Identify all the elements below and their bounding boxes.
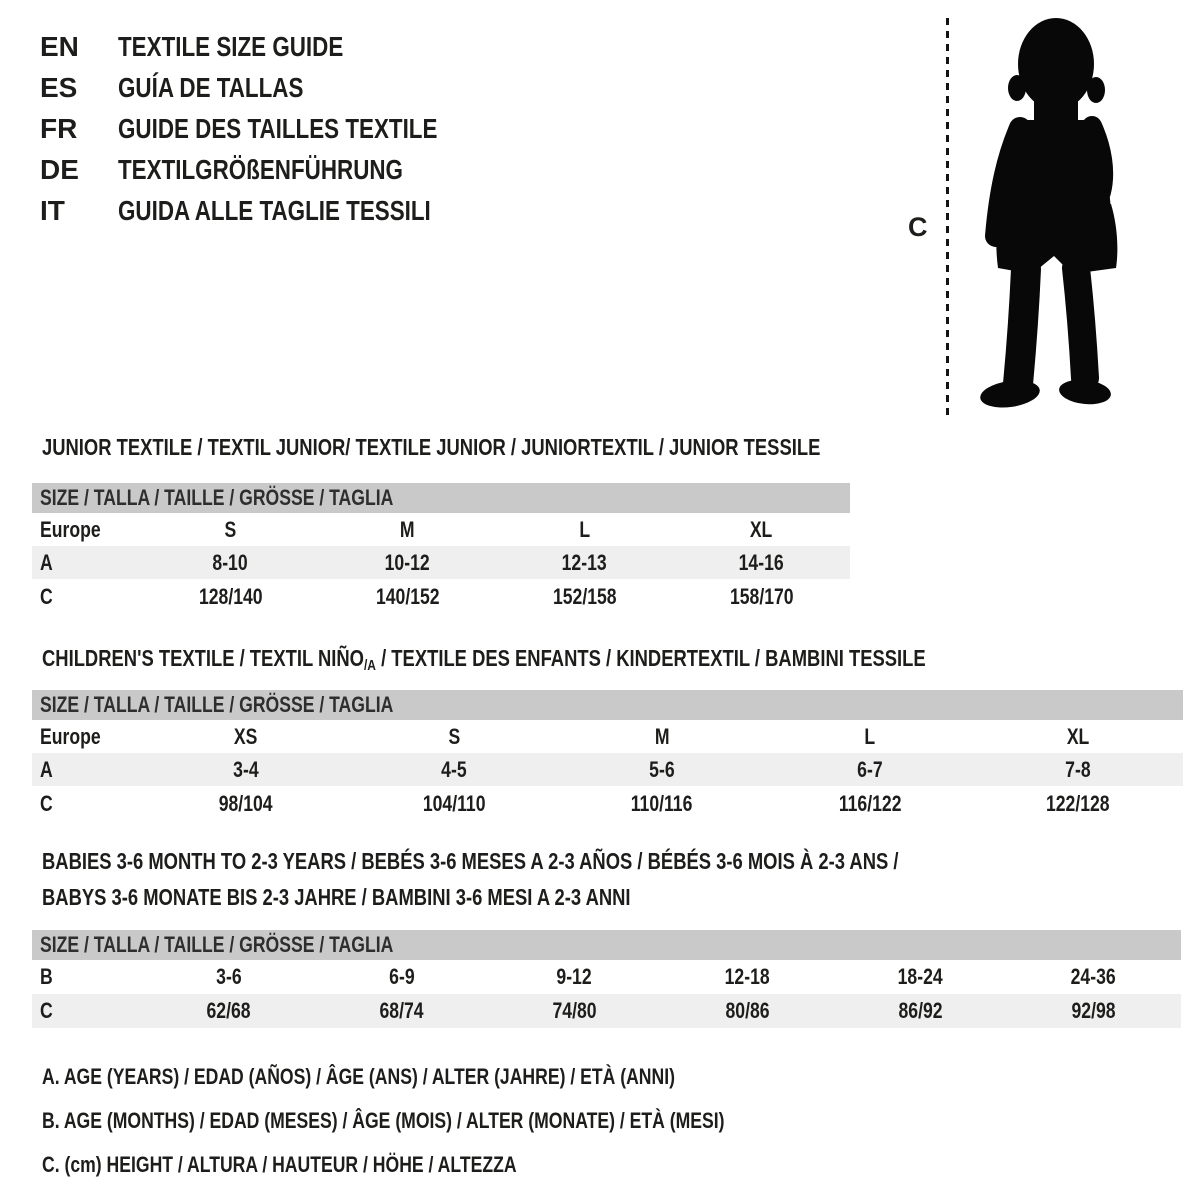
- size-header-bar: [32, 483, 850, 513]
- children-size-table: [32, 690, 1183, 822]
- size-cell: XL: [1066, 723, 1090, 749]
- size-cell: 6-9: [388, 964, 415, 989]
- size-cell: 10-12: [384, 549, 431, 575]
- size-cell: L: [579, 516, 590, 542]
- language-row-en: [40, 26, 517, 67]
- size-header-text: SIZE / TALLA / TAILLE / GRÖSSE / TAGLIA: [40, 692, 394, 717]
- children-heading-text: CHILDREN'S TEXTILE / TEXTIL $NIÑO_{/A}$ / TEXTILE DES ENFANTS / KINDERTEXTIL / BAMBINI TESSILE: [42, 645, 926, 674]
- size-cell: 14-16: [738, 549, 785, 575]
- heading-subscript: /A: [363, 657, 376, 674]
- size-cell: 140/152: [375, 584, 440, 609]
- size-cell: 158/170: [729, 584, 794, 609]
- size-cell: XL: [750, 516, 773, 542]
- size-cell: 5-6: [649, 756, 675, 782]
- size-header-bar: [32, 930, 1181, 960]
- guide-title: GUIDE DES TAILLES TEXTILE: [118, 112, 438, 144]
- junior-section-heading: [42, 434, 1015, 461]
- size-cell: 18-24: [897, 964, 944, 989]
- language-row-fr: [40, 108, 517, 149]
- children-section-heading: [42, 645, 1147, 679]
- size-cell: 98/104: [219, 791, 273, 816]
- guide-title: GUIDA ALLE TAGLIE TESSILI: [118, 194, 431, 226]
- table-row: [32, 579, 850, 615]
- table-row: [32, 960, 1181, 994]
- size-cell: 116/122: [838, 791, 902, 816]
- size-header-bar: [32, 690, 1183, 720]
- guide-title: TEXTILGRÖßENFÜHRUNG: [118, 153, 403, 185]
- guide-title: GUÍA DE TALLAS: [118, 71, 304, 103]
- junior-heading-text: JUNIOR TEXTILE / TEXTIL JUNIOR/ TEXTILE JUNIOR / JUNIORTEXTIL / JUNIOR TESSILE: [42, 434, 821, 460]
- size-cell: S: [448, 723, 460, 749]
- row-label: Europe: [40, 723, 101, 749]
- size-cell: 122/128: [1046, 791, 1110, 816]
- babies-heading-line2: BABYS 3-6 MONATE BIS 2-3 JAHRE / BAMBINI 3-6 MESI A 2-3 ANNI: [42, 884, 631, 910]
- language-row-it: [40, 190, 517, 231]
- size-cell: M: [654, 723, 670, 749]
- babies-section-heading: [42, 848, 1113, 920]
- size-cell: 104/110: [422, 791, 486, 816]
- size-cell: 110/116: [631, 791, 693, 816]
- language-row-de: [40, 149, 517, 190]
- babies-size-table: [32, 930, 1181, 1028]
- legend-line-c: C. (cm) HEIGHT / ALTURA / HAUTEUR / HÖHE / ALTEZZA: [42, 1152, 517, 1177]
- size-cell: 8-10: [212, 549, 249, 575]
- language-code: EN: [40, 30, 79, 62]
- babies-heading-line1: BABIES 3-6 MONTH TO 2-3 YEARS / BEBÉS 3-6 MESES A 2-3 AÑOS / BÉBÉS 3-6 MOIS À 2-3 ANS /: [42, 848, 899, 874]
- height-measure-label: C: [908, 212, 928, 242]
- height-dashed-line: [946, 18, 949, 416]
- size-cell: 12-13: [561, 549, 608, 575]
- size-cell: 152/158: [552, 584, 617, 609]
- language-row-es: [40, 67, 517, 108]
- row-label: Europe: [40, 516, 101, 542]
- row-label: A: [40, 756, 53, 782]
- language-code: FR: [40, 112, 78, 144]
- guide-title: TEXTILE SIZE GUIDE: [118, 30, 344, 62]
- measure-legend: [42, 1064, 895, 1196]
- size-cell: XS: [234, 723, 258, 749]
- size-header-text: SIZE / TALLA / TAILLE / GRÖSSE / TAGLIA: [40, 485, 394, 510]
- size-cell: 86/92: [898, 998, 943, 1023]
- table-row: [32, 994, 1181, 1028]
- legend-line-b: B. AGE (MONTHS) / EDAD (MESES) / ÂGE (MOIS) / ALTER (MONATE) / ETÀ (MESI): [42, 1108, 725, 1133]
- language-code: ES: [40, 71, 78, 103]
- size-cell: 12-18: [724, 964, 771, 989]
- size-header-text: SIZE / TALLA / TAILLE / GRÖSSE / TAGLIA: [40, 932, 394, 957]
- size-cell: 62/68: [206, 998, 251, 1023]
- table-row: [32, 786, 1183, 822]
- junior-size-table: [32, 483, 850, 615]
- size-cell: 7-8: [1065, 756, 1091, 782]
- size-cell: 92/98: [1071, 998, 1116, 1023]
- row-label: C: [40, 791, 53, 816]
- size-cell: 9-12: [556, 964, 593, 989]
- size-cell: 24-36: [1070, 964, 1117, 989]
- table-row: [32, 513, 850, 546]
- baby-silhouette-icon: [968, 14, 1138, 414]
- size-cell: 3-6: [215, 964, 242, 989]
- size-cell: 128/140: [198, 584, 263, 609]
- size-cell: M: [400, 516, 415, 542]
- row-label: A: [40, 549, 53, 575]
- size-cell: 4-5: [441, 756, 467, 782]
- language-code: DE: [40, 153, 79, 185]
- size-cell: 80/86: [725, 998, 770, 1023]
- language-title-list: [40, 26, 517, 231]
- size-cell: 68/74: [379, 998, 424, 1023]
- size-cell: S: [224, 516, 237, 542]
- row-label: C: [40, 584, 53, 609]
- row-label: B: [40, 964, 53, 989]
- size-cell: 74/80: [552, 998, 597, 1023]
- row-label: C: [40, 998, 53, 1023]
- table-row: [32, 546, 850, 579]
- language-code: IT: [40, 194, 65, 226]
- table-row: [32, 720, 1183, 753]
- size-cell: 6-7: [857, 756, 883, 782]
- size-cell: L: [864, 723, 876, 749]
- size-cell: 3-4: [233, 756, 259, 782]
- legend-line-a: A. AGE (YEARS) / EDAD (AÑOS) / ÂGE (ANS) / ALTER (JAHRE) / ETÀ (ANNI): [42, 1064, 675, 1089]
- table-row: [32, 753, 1183, 786]
